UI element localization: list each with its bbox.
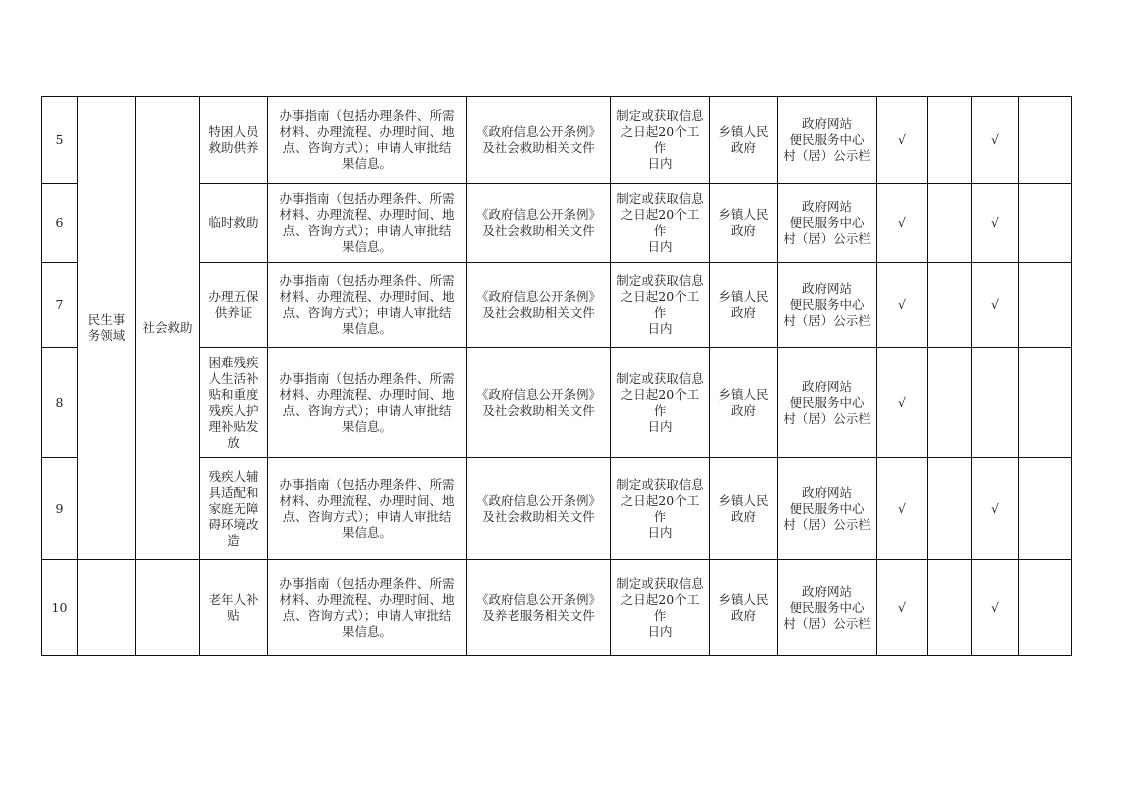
- channel-cell: 政府网站 便民服务中心 村（居）公示栏: [778, 184, 877, 263]
- time-limit-cell: 制定或获取信息 之日起20个工作 日内: [611, 97, 710, 184]
- check-cell: [1019, 97, 1072, 184]
- content-cell: 办事指南（包括办理条件、所需 材料、办理流程、办理时间、地 点、咨询方式）；申请人审批结 果信息。: [268, 184, 467, 263]
- content-cell: 办事指南（包括办理条件、所需 材料、办理流程、办理时间、地 点、咨询方式）；申请人审批结 果信息。: [268, 560, 467, 656]
- item-cell: 特困人员 救助供养: [200, 97, 268, 184]
- basis-cell: 《政府信息公开条例》 及社会救助相关文件: [467, 348, 611, 458]
- check-cell: √: [877, 97, 928, 184]
- row-number: 5: [42, 97, 78, 184]
- row-number: 7: [42, 263, 78, 348]
- basis-cell: 《政府信息公开条例》 及养老服务相关文件: [467, 560, 611, 656]
- row-number: 8: [42, 348, 78, 458]
- table-row: [42, 560, 1072, 656]
- item-cell: 残疾人辅 具适配和 家庭无障 碍环境改 造: [200, 458, 268, 560]
- row-number: 6: [42, 184, 78, 263]
- category-cell: 社会救助: [136, 97, 200, 560]
- check-cell: [928, 458, 972, 560]
- time-limit-cell: 制定或获取信息 之日起20个工作 日内: [611, 560, 710, 656]
- check-cell: [1019, 458, 1072, 560]
- check-cell: √: [877, 184, 928, 263]
- check-cell: √: [972, 560, 1019, 656]
- channel-cell: 政府网站 便民服务中心 村（居）公示栏: [778, 560, 877, 656]
- content-cell: 办事指南（包括办理条件、所需 材料、办理流程、办理时间、地 点、咨询方式）；申请人审批结 果信息。: [268, 97, 467, 184]
- check-cell: [1019, 348, 1072, 458]
- subject-cell: 乡镇人民 政府: [710, 97, 778, 184]
- check-cell: [1019, 263, 1072, 348]
- item-cell: 临时救助: [200, 184, 268, 263]
- check-cell: [928, 97, 972, 184]
- channel-cell: 政府网站 便民服务中心 村（居）公示栏: [778, 263, 877, 348]
- content-cell: 办事指南（包括办理条件、所需 材料、办理流程、办理时间、地 点、咨询方式）；申请人审批结 果信息。: [268, 458, 467, 560]
- disclosure-table: [41, 96, 1072, 656]
- item-cell: 困难残疾 人生活补 贴和重度 残疾人护 理补贴发 放: [200, 348, 268, 458]
- check-cell: [928, 560, 972, 656]
- check-cell: [928, 348, 972, 458]
- channel-cell: 政府网站 便民服务中心 村（居）公示栏: [778, 97, 877, 184]
- check-cell: √: [877, 458, 928, 560]
- time-limit-cell: 制定或获取信息 之日起20个工作 日内: [611, 348, 710, 458]
- check-cell: [928, 263, 972, 348]
- check-cell: √: [972, 184, 1019, 263]
- row-number: 10: [42, 560, 78, 656]
- subject-cell: 乡镇人民 政府: [710, 263, 778, 348]
- check-cell: [1019, 184, 1072, 263]
- item-cell: 办理五保 供养证: [200, 263, 268, 348]
- table-row: [42, 97, 1072, 184]
- check-cell: [1019, 560, 1072, 656]
- check-cell: √: [972, 458, 1019, 560]
- basis-cell: 《政府信息公开条例》 及社会救助相关文件: [467, 184, 611, 263]
- basis-cell: 《政府信息公开条例》 及社会救助相关文件: [467, 458, 611, 560]
- time-limit-cell: 制定或获取信息 之日起20个工作 日内: [611, 184, 710, 263]
- basis-cell: 《政府信息公开条例》 及社会救助相关文件: [467, 97, 611, 184]
- item-cell: 老年人补 贴: [200, 560, 268, 656]
- row-number: 9: [42, 458, 78, 560]
- check-cell: [928, 184, 972, 263]
- check-cell: √: [972, 97, 1019, 184]
- time-limit-cell: 制定或获取信息 之日起20个工作 日内: [611, 458, 710, 560]
- domain-cell-empty: [78, 560, 136, 656]
- subject-cell: 乡镇人民 政府: [710, 348, 778, 458]
- subject-cell: 乡镇人民 政府: [710, 560, 778, 656]
- domain-cell: 民生事 务领域: [78, 97, 136, 560]
- subject-cell: 乡镇人民 政府: [710, 184, 778, 263]
- time-limit-cell: 制定或获取信息 之日起20个工作 日内: [611, 263, 710, 348]
- channel-cell: 政府网站 便民服务中心 村（居）公示栏: [778, 458, 877, 560]
- check-cell: √: [877, 263, 928, 348]
- check-cell: [972, 348, 1019, 458]
- check-cell: √: [877, 560, 928, 656]
- channel-cell: 政府网站 便民服务中心 村（居）公示栏: [778, 348, 877, 458]
- content-cell: 办事指南（包括办理条件、所需 材料、办理流程、办理时间、地 点、咨询方式）；申请人审批结 果信息。: [268, 263, 467, 348]
- check-cell: √: [877, 348, 928, 458]
- basis-cell: 《政府信息公开条例》 及社会救助相关文件: [467, 263, 611, 348]
- subject-cell: 乡镇人民 政府: [710, 458, 778, 560]
- content-cell: 办事指南（包括办理条件、所需 材料、办理流程、办理时间、地 点、咨询方式）；申请人审批结 果信息。: [268, 348, 467, 458]
- check-cell: √: [972, 263, 1019, 348]
- category-cell-empty: [136, 560, 200, 656]
